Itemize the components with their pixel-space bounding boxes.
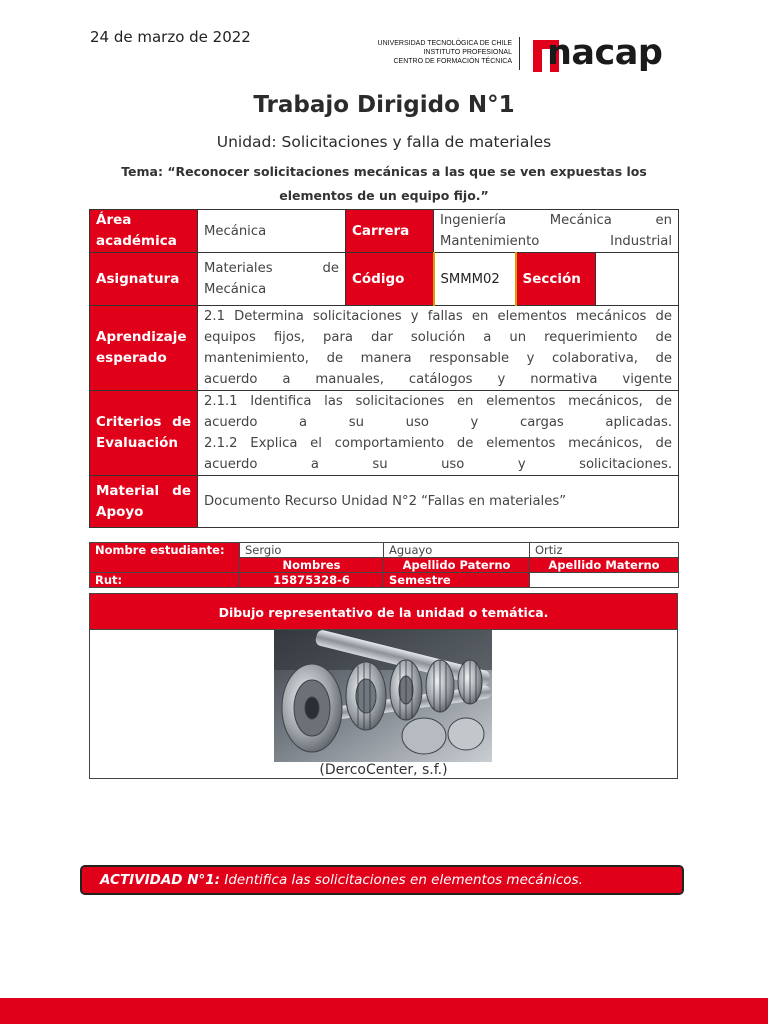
rut-label: Rut: [90,573,240,588]
university-line: CENTRO DE FORMACIÓN TÉCNICA [393,58,512,65]
student-name-label: Nombre estudiante: [90,543,240,573]
aprendizaje-label: Aprendizaje esperado [90,306,198,391]
info-table [89,209,679,528]
apellido-materno-label: Apellido Materno [530,558,679,573]
activity-banner [80,865,684,895]
image-caption: (DercoCenter, s.f.) [319,762,448,778]
tema-text [110,160,658,208]
university-line: INSTITUTO PROFESIONAL [423,49,512,56]
drawing-title: Dibujo representativo de la unidad o temática. [89,593,678,630]
aprendizaje-value: 2.1 Determina solicitaciones y fallas en elementos mecánicos de equipos fijos, para dar solución a un requerimiento de mantenimiento, de manera responsable y colaborativa, de acuerdo a manuales, catálogos y normativa vigente [198,306,679,391]
activity-text: Identifica las solicitaciones en elementos mecánicos. [224,872,583,888]
apellido-paterno-label: Apellido Paterno [384,558,530,573]
document-date: 24 de marzo de 2022 [90,28,251,46]
gearbox-photo-icon [274,630,492,762]
nombres-value[interactable]: Sergio [240,543,384,558]
row-asignatura [90,253,679,306]
document-subtitle: Unidad: Solicitaciones y falla de materiales [216,133,552,151]
footer-bar [0,998,768,1024]
asignatura-label: Asignatura [90,253,198,306]
row-material [90,476,679,528]
nombres-label: Nombres [240,558,384,573]
row-criterios [90,391,679,476]
carrera-value: Ingeniería Mecánica en Mantenimiento Industrial [434,210,679,253]
codigo-value: SMMM02 [434,253,516,306]
asignatura-value: Materiales de Mecánica [198,253,346,306]
logo-word: nacap [547,33,663,73]
semestre-value[interactable] [530,573,679,588]
tema-line: elementos de un equipo fijo.” [279,188,489,203]
university-text [330,39,512,66]
row-area [90,210,679,253]
material-value: Documento Recurso Unidad N°2 “Fallas en materiales” [198,476,679,528]
rut-value[interactable]: 15875328-6 [240,573,384,588]
tema-line: Tema: “Reconocer solicitaciones mecánicas a las que se ven expuestas los [121,164,647,179]
carrera-label: Carrera [346,210,434,253]
row-aprendizaje [90,306,679,391]
area-value: Mecánica [198,210,346,253]
student-name-row [90,543,679,558]
apellido-paterno-value[interactable]: Aguayo [384,543,530,558]
activity-label: ACTIVIDAD N°1: [100,872,221,888]
inacap-logo [533,33,673,78]
apellido-materno-value[interactable]: Ortiz [530,543,679,558]
seccion-label: Sección [516,253,596,306]
document-title: Trabajo Dirigido N°1 [253,92,515,118]
student-table [89,542,679,588]
semestre-label: Semestre [384,573,530,588]
university-line: UNIVERSIDAD TECNOLÓGICA DE CHILE [377,40,512,47]
criterios-label: Criterios de Evaluación [90,391,198,476]
area-label: Área académica [90,210,198,253]
header-divider [519,37,520,70]
codigo-label: Código [346,253,434,306]
seccion-value [596,253,679,306]
student-rut-row [90,573,679,588]
criterios-value: 2.1.1 Identifica las solicitaciones en elementos mecánicos, de acuerdo a su uso y cargas aplicadas. 2.1.2 Explica el comportamiento de elementos mecánicos, de acuerdo a su uso y solicitaciones. [198,391,679,476]
material-label: Material de Apoyo [90,476,198,528]
